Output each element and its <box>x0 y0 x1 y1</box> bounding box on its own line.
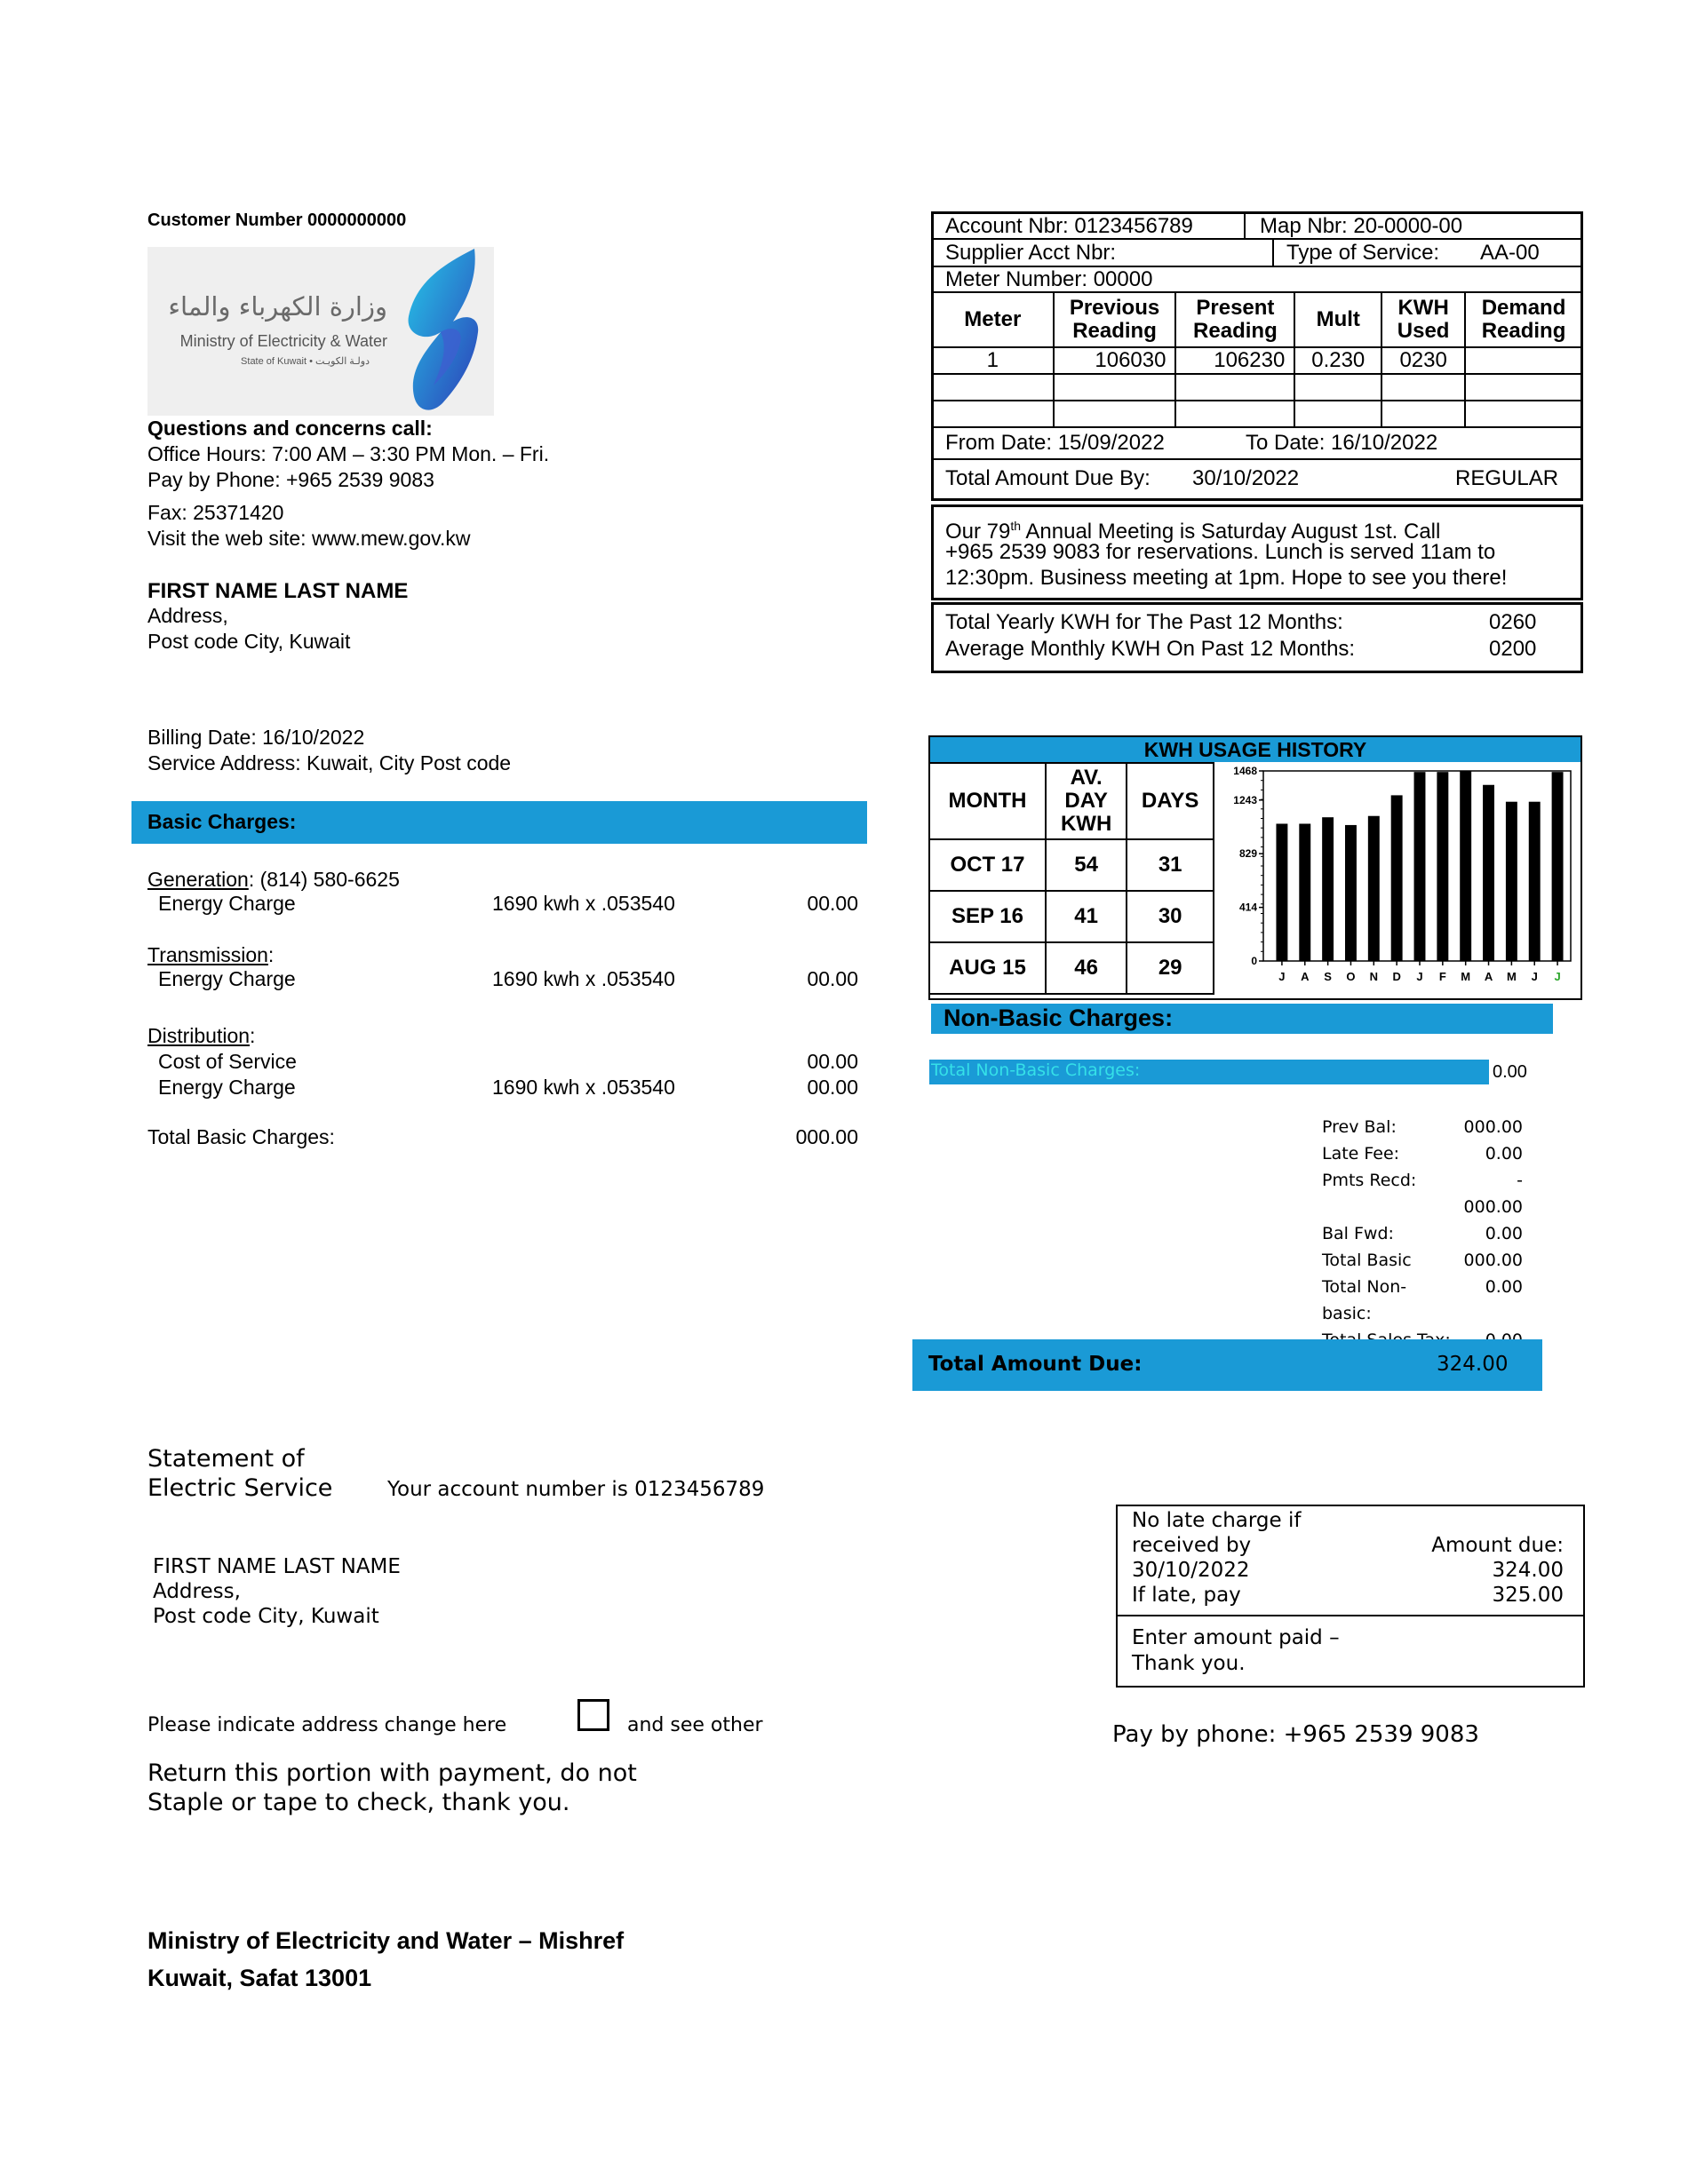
monthly-average-value: 0200 <box>1489 637 1537 661</box>
summary-row: Pmts Recd: - 000.00 <box>1322 1171 1523 1217</box>
y-tick-label: 0 <box>1251 955 1257 967</box>
summary-row: Bal Fwd: 0.00 <box>1322 1224 1523 1243</box>
meter-cell: 1 <box>932 347 1054 374</box>
return-instructions: Return this portion with payment, do not Staple or tape to check, thank you. <box>147 1759 637 1816</box>
account-number: Account Nbr: 0123456789 <box>945 214 1193 238</box>
kwh-used-cell: 0230 <box>1381 347 1465 374</box>
generation-line: Generation: (814) 580-6625 <box>147 868 400 891</box>
distribution-line: Distribution: <box>147 1024 256 1047</box>
distribution-energy-amount: 00.00 <box>807 1076 858 1099</box>
chart-bar <box>1322 817 1334 961</box>
yearly-total-value: 0260 <box>1489 610 1537 634</box>
non-basic-charges-title: Non-Basic Charges: <box>944 1005 1174 1031</box>
chart-bar <box>1391 795 1403 961</box>
billing-date: Billing Date: 16/10/2022 <box>147 726 365 749</box>
logo-state-text: State of Kuwait • دولـة الكويـت <box>241 356 370 367</box>
chart-bar <box>1437 772 1448 961</box>
yearly-total-label: Total Yearly KWH for The Past 12 Months: <box>945 610 1343 634</box>
monthly-average-label: Average Monthly KWH On Past 12 Months: <box>945 637 1356 661</box>
history-avday: 54 <box>1046 839 1127 891</box>
summary-row: Total Non-basic: 0.00 <box>1322 1277 1523 1323</box>
meter-number: Meter Number: 00000 <box>945 267 1153 291</box>
chart-bar <box>1368 816 1380 961</box>
total-basic-label: Total Basic Charges: <box>147 1125 335 1148</box>
notice-line-3: 12:30pm. Business meeting at 1pm. Hope to see you there! <box>945 566 1508 590</box>
x-tick-label: O <box>1346 970 1356 983</box>
logo-english-text: Ministry of Electricity & Water <box>179 332 387 350</box>
history-month: AUG 15 <box>929 942 1046 994</box>
y-tick-label: 829 <box>1238 847 1257 861</box>
to-date: To Date: 16/10/2022 <box>1246 431 1438 455</box>
due-by-label: Total Amount Due By: <box>945 466 1151 490</box>
statement-title: Statement of Electric Service <box>147 1445 333 1502</box>
address-change-text: Please indicate address change here <box>147 1714 507 1736</box>
fax-number: Fax: 25371420 <box>147 501 284 524</box>
x-tick-label: F <box>1438 970 1446 983</box>
x-tick-label: A <box>1301 970 1310 983</box>
service-type-label: Type of Service: <box>1286 241 1440 265</box>
chart-bar <box>1483 785 1494 961</box>
history-avday: 46 <box>1046 942 1127 994</box>
ministry-logo <box>147 247 494 416</box>
chart-bar <box>1345 825 1357 961</box>
cost-of-service-amount: 00.00 <box>807 1050 858 1073</box>
history-days: 31 <box>1127 839 1214 891</box>
x-tick-label: A <box>1484 970 1493 983</box>
generation-amount: 00.00 <box>807 892 858 915</box>
notice-line-1: Our 79th Annual Meeting is Saturday August 1st. Call <box>945 519 1441 544</box>
total-non-basic-value: 0.00 <box>1493 1062 1527 1082</box>
pay-by-phone: Pay by Phone: +965 2539 9083 <box>147 468 434 491</box>
office-hours: Office Hours: 7:00 AM – 3:30 PM Mon. – Fri. <box>147 442 550 465</box>
chart-bar <box>1529 802 1541 961</box>
chart-bar <box>1276 823 1287 961</box>
from-date: From Date: 15/09/2022 <box>945 431 1165 455</box>
customer-address: Address, <box>147 604 228 627</box>
y-tick-label: 414 <box>1238 901 1257 914</box>
footer-address: Ministry of Electricity and Water – Mishref Kuwait, Safat 13001 <box>147 1927 625 1991</box>
address-change-checkbox[interactable] <box>577 1699 609 1731</box>
total-amount-due-value: 324.00 <box>1437 1353 1509 1376</box>
generation-energy-label: Energy Charge <box>158 892 296 915</box>
basic-charges-title: Basic Charges: <box>147 810 297 833</box>
questions-title: Questions and concerns call: <box>147 417 433 440</box>
total-basic-value: 000.00 <box>795 1125 858 1148</box>
x-tick-label: J <box>1531 970 1538 983</box>
transmission-energy-label: Energy Charge <box>158 967 296 990</box>
total-amount-due-label: Total Amount Due: <box>928 1353 1143 1376</box>
distribution-rate: 1690 kwh x .053540 <box>492 1076 675 1099</box>
col-days: DAYS <box>1127 763 1214 839</box>
total-amount-due-bar <box>912 1339 1542 1391</box>
website[interactable]: Visit the web site: www.mew.gov.kw <box>147 527 471 550</box>
basic-charges-header <box>131 801 867 844</box>
x-tick-label: J <box>1278 970 1286 983</box>
history-month: OCT 17 <box>929 839 1046 891</box>
x-tick-label: S <box>1324 970 1332 983</box>
summary-row: Total Basic 000.00 <box>1322 1251 1523 1270</box>
transmission-rate: 1690 kwh x .053540 <box>492 967 675 990</box>
lightning-emblem-icon <box>389 247 494 416</box>
chart-bar <box>1506 802 1517 961</box>
history-days: 29 <box>1127 942 1214 994</box>
chart-bar <box>1460 771 1471 961</box>
customer-name: FIRST NAME LAST NAME <box>147 579 409 603</box>
chart-bar <box>1414 772 1426 961</box>
present-reading-cell: 106230 <box>1175 347 1294 374</box>
transmission-line: Transmission: <box>147 943 275 966</box>
usage-history-title-bar <box>930 737 1581 762</box>
x-tick-label: D <box>1392 970 1401 983</box>
address-change-text-2: and see other <box>627 1714 763 1736</box>
stub-account-number: Your account number is 0123456789 <box>387 1478 765 1501</box>
stub-mailing-address: FIRST NAME LAST NAME Address, Post code City, Kuwait <box>153 1555 401 1628</box>
x-tick-label: M <box>1461 970 1471 983</box>
amount-paid-field[interactable]: Enter amount paid – Thank you. <box>1132 1626 1340 1675</box>
col-av-day-kwh: AV. DAY KWH <box>1046 763 1127 839</box>
generation-rate: 1690 kwh x .053540 <box>492 892 675 915</box>
customer-city: Post code City, Kuwait <box>147 630 351 653</box>
x-tick-label: M <box>1506 970 1517 983</box>
demand-reading-cell <box>1465 347 1582 374</box>
meter-readings-table <box>931 291 1583 428</box>
x-tick-label: N <box>1369 970 1379 983</box>
col-mult: Mult <box>1294 292 1381 347</box>
supplier-acct: Supplier Acct Nbr: <box>945 241 1117 265</box>
col-previous-reading: Previous Reading <box>1054 292 1176 347</box>
billing-type: REGULAR <box>1455 466 1559 490</box>
distribution-energy-label: Energy Charge <box>158 1076 296 1099</box>
history-month: SEP 16 <box>929 891 1046 942</box>
logo-arabic-text: وزارة الكهرباء والماء <box>168 291 387 322</box>
notice-line-2: +965 2539 9083 for reservations. Lunch is served 11am to <box>945 540 1496 564</box>
late-charge-text: No late charge if received by 30/10/2022 If late, pay <box>1132 1509 1302 1607</box>
service-type-value: AA-00 <box>1480 241 1540 265</box>
usage-history-table <box>928 762 1214 995</box>
service-address: Service Address: Kuwait, City Post code <box>147 751 512 774</box>
summary-row: Prev Bal: 000.00 <box>1322 1117 1523 1137</box>
col-month: MONTH <box>929 763 1046 839</box>
mult-cell: 0.230 <box>1294 347 1381 374</box>
x-tick-label: J <box>1416 970 1423 983</box>
y-tick-label: 1243 <box>1233 793 1257 806</box>
stub-pay-by-phone: Pay by phone: +965 2539 9083 <box>1112 1721 1479 1748</box>
map-number: Map Nbr: 20-0000-00 <box>1260 214 1463 238</box>
y-tick-label: 1468 <box>1233 765 1257 777</box>
coupon-amounts: Amount due: 324.00 325.00 <box>1431 1534 1564 1607</box>
summary-row: Late Fee: 0.00 <box>1322 1144 1523 1163</box>
total-non-basic-bar <box>929 1060 1489 1084</box>
transmission-amount: 00.00 <box>807 967 858 990</box>
chart-bar <box>1552 772 1564 961</box>
balance-summary <box>1322 1114 1535 1354</box>
col-present-reading: Present Reading <box>1175 292 1294 347</box>
kwh-usage-chart <box>1217 762 1580 997</box>
due-by-value: 30/10/2022 <box>1192 466 1300 490</box>
history-days: 30 <box>1127 891 1214 942</box>
history-avday: 41 <box>1046 891 1127 942</box>
usage-history-title: KWH USAGE HISTORY <box>1143 738 1367 761</box>
customer-number: Customer Number 0000000000 <box>147 210 407 230</box>
col-kwh-used: KWH Used <box>1381 292 1465 347</box>
chart-bar <box>1299 823 1310 961</box>
col-meter: Meter <box>932 292 1054 347</box>
x-tick-label: J <box>1554 970 1561 983</box>
total-non-basic-label: Total Non-Basic Charges: <box>931 1060 1141 1080</box>
cost-of-service-label: Cost of Service <box>158 1050 297 1073</box>
col-demand-reading: Demand Reading <box>1465 292 1582 347</box>
non-basic-charges-header <box>931 1004 1553 1034</box>
previous-reading-cell: 106030 <box>1054 347 1176 374</box>
